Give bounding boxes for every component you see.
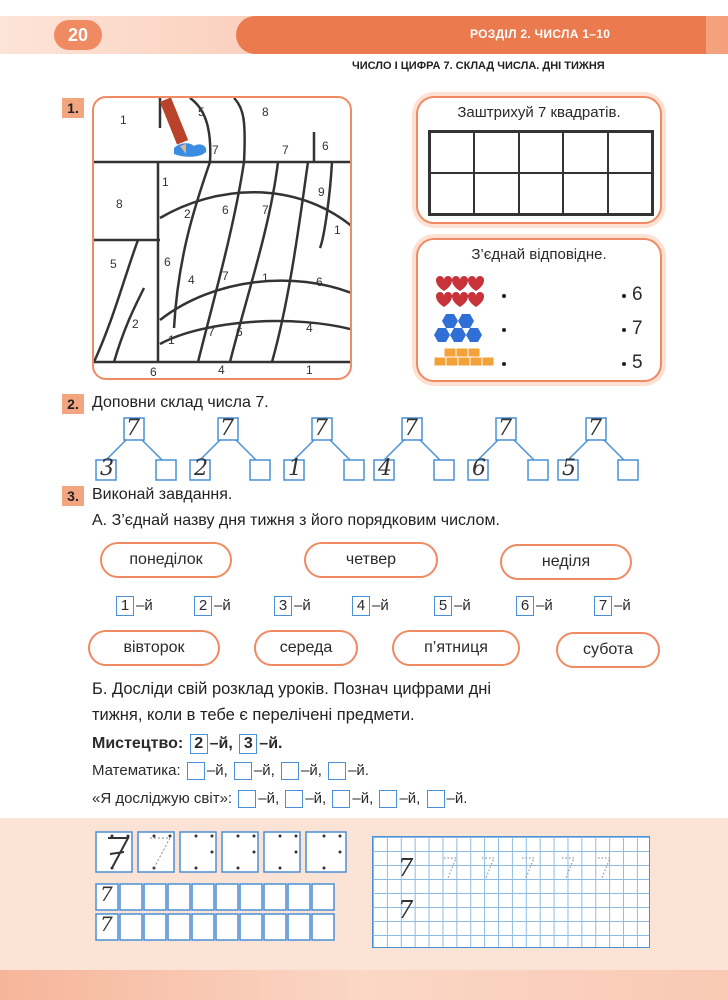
- ordinal-suffix: –й: [214, 597, 231, 614]
- puzzle-num: 6: [150, 365, 157, 379]
- day-friday[interactable]: п’ятниця: [392, 630, 520, 666]
- ordinal-number: 4: [352, 596, 370, 616]
- puzzle-num: 8: [116, 197, 123, 211]
- ordinal-suffix: –й: [294, 597, 311, 614]
- trace-digit: 7: [100, 882, 113, 906]
- match-dot[interactable]: [502, 362, 506, 366]
- trace-digit: 7: [100, 912, 113, 936]
- house-top: 7: [314, 416, 328, 441]
- world-label: «Я досліджую світ»:: [92, 790, 233, 807]
- day-monday[interactable]: понеділок: [100, 542, 232, 578]
- day-wednesday[interactable]: середа: [254, 630, 358, 666]
- house-top: 7: [498, 416, 512, 441]
- suffix: –й.: [446, 790, 468, 807]
- math-day-box[interactable]: [281, 762, 299, 780]
- shade-title: Заштрихуй 7 квадратів.: [457, 104, 621, 121]
- bottom-decoration: [0, 970, 728, 1000]
- match-title: З’єднай відповідне.: [471, 246, 607, 263]
- math-row: [92, 762, 369, 780]
- puzzle-num: 6: [164, 255, 171, 269]
- match-dot[interactable]: [622, 328, 626, 332]
- suffix: –й.: [348, 762, 369, 779]
- ordinal-number: 1: [116, 596, 134, 616]
- house-top: 7: [404, 416, 418, 441]
- suffix: –й,: [206, 762, 228, 779]
- match-pictures: [432, 272, 502, 382]
- math-label: Математика:: [92, 762, 181, 779]
- art-row: [92, 734, 282, 754]
- house-part: 2: [194, 456, 208, 481]
- puzzle-num: 7: [262, 203, 269, 217]
- puzzle-num: 1: [168, 333, 175, 347]
- match-dot[interactable]: [502, 328, 506, 332]
- ordinal-suffix: –й: [614, 597, 631, 614]
- ordinal-number: 5: [434, 596, 452, 616]
- day-sunday[interactable]: неділя: [500, 544, 632, 580]
- ordinal-number: 3: [274, 596, 292, 616]
- ordinal-suffix: –й: [454, 597, 471, 614]
- shade-grid[interactable]: [428, 130, 654, 216]
- day-tuesday[interactable]: вівторок: [88, 630, 220, 666]
- hearts-icon: [436, 276, 484, 307]
- writing-boxes-left: [92, 828, 358, 946]
- match-dot[interactable]: [622, 294, 626, 298]
- hexagons-icon: [434, 314, 482, 342]
- puzzle-num: 6: [222, 203, 229, 217]
- day-saturday[interactable]: субота: [556, 632, 660, 668]
- ordinal-item[interactable]: [352, 596, 389, 616]
- ordinal-item[interactable]: [594, 596, 631, 616]
- ordinal-number: 6: [516, 596, 534, 616]
- suffix: –й,: [399, 790, 421, 807]
- grid-digit: 7: [398, 896, 414, 924]
- house-top: 7: [588, 416, 602, 441]
- puzzle-num: 6: [316, 275, 323, 289]
- suffix: –й,: [258, 790, 280, 807]
- house-part: 5: [562, 456, 576, 481]
- section-title: РОЗДІЛ 2. ЧИСЛА 1–10: [470, 27, 611, 41]
- suffix: –й,: [301, 762, 322, 779]
- puzzle-num: 5: [110, 257, 117, 271]
- suffix: –й,: [305, 790, 327, 807]
- world-day-box[interactable]: [285, 790, 303, 808]
- math-day-box[interactable]: [234, 762, 252, 780]
- page-number: 20: [54, 20, 102, 50]
- match-card: [416, 238, 662, 382]
- color-by-number-puzzle: [92, 96, 352, 380]
- ordinal-item[interactable]: [434, 596, 471, 616]
- art-suffix: –й,: [209, 735, 233, 753]
- puzzle-num: 7: [222, 269, 229, 283]
- house-part: 6: [472, 456, 486, 481]
- task-3a-text: А. З’єднай назву дня тижня з його порядковим числом.: [92, 512, 500, 529]
- task-3b-text-1: Б. Досліди свій розклад уроків. Познач цифрами дні: [92, 680, 492, 698]
- puzzle-num: 6: [322, 139, 329, 153]
- suffix: –й,: [253, 762, 275, 779]
- day-thursday[interactable]: четвер: [304, 542, 438, 578]
- puzzle-num: 4: [306, 321, 313, 335]
- match-number: 6: [632, 284, 643, 305]
- puzzle-lines: [94, 98, 352, 380]
- world-day-box[interactable]: [427, 790, 445, 808]
- match-dot[interactable]: [502, 294, 506, 298]
- art-suffix: –й.: [259, 735, 283, 753]
- puzzle-num: 2: [184, 207, 191, 221]
- ordinal-number: 7: [594, 596, 612, 616]
- dotted-digits: [440, 854, 640, 884]
- puzzle-num: 9: [318, 185, 325, 199]
- art-day-box[interactable]: 2: [190, 734, 208, 754]
- ordinal-number: 2: [194, 596, 212, 616]
- puzzle-num: 7: [282, 143, 289, 157]
- world-day-box[interactable]: [332, 790, 350, 808]
- puzzle-num: 1: [306, 363, 313, 377]
- puzzle-num: 4: [188, 273, 195, 287]
- house-top: 7: [220, 416, 234, 441]
- puzzle-num: 5: [198, 105, 205, 119]
- task-3b-text-2: тижня, коли в тебе є перелічені предмети.: [92, 706, 415, 724]
- shade-squares-card: [416, 96, 662, 224]
- task-3-number: 3.: [62, 486, 84, 506]
- ordinal-suffix: –й: [136, 597, 153, 614]
- grid-digit: 7: [398, 854, 414, 882]
- task-2-text: Доповни склад числа 7.: [92, 394, 269, 411]
- task-3-text: Виконай завдання.: [92, 486, 233, 503]
- house-part: 3: [100, 456, 114, 481]
- puzzle-num: 1: [162, 175, 169, 189]
- house-part: 4: [378, 456, 392, 481]
- puzzle-num: 8: [262, 105, 269, 119]
- house-top: 7: [126, 416, 140, 441]
- art-label: Мистецтво:: [92, 735, 184, 753]
- ordinal-item[interactable]: [194, 596, 231, 616]
- task-1-number: 1.: [62, 98, 84, 118]
- suffix: –й,: [352, 790, 374, 807]
- writing-grid-right[interactable]: [372, 836, 650, 948]
- lesson-title: ЧИСЛО І ЦИФРА 7. СКЛАД ЧИСЛА. ДНІ ТИЖНЯ: [352, 60, 605, 72]
- ordinal-suffix: –й: [536, 597, 553, 614]
- world-row: [92, 790, 467, 808]
- match-number: 7: [632, 318, 643, 339]
- ordinal-item[interactable]: [116, 596, 153, 616]
- puzzle-num: 1: [262, 271, 269, 285]
- world-day-box[interactable]: [379, 790, 397, 808]
- bricks-icon: [434, 348, 494, 366]
- house-part: 1: [288, 456, 302, 481]
- puzzle-num: 4: [218, 363, 225, 377]
- world-day-box[interactable]: [238, 790, 256, 808]
- match-dot[interactable]: [622, 362, 626, 366]
- math-day-box[interactable]: [187, 762, 205, 780]
- match-number: 5: [632, 352, 643, 373]
- puzzle-num: 1: [334, 223, 341, 237]
- puzzle-num: 2: [132, 317, 139, 331]
- math-day-box[interactable]: [328, 762, 346, 780]
- ordinal-item[interactable]: [274, 596, 311, 616]
- puzzle-num: 7: [212, 143, 219, 157]
- ordinal-item[interactable]: [516, 596, 553, 616]
- art-day-box[interactable]: 3: [239, 734, 257, 754]
- puzzle-num: 1: [120, 113, 127, 127]
- task-2-number: 2.: [62, 394, 84, 414]
- puzzle-num: 7: [208, 325, 215, 339]
- puzzle-num: 6: [236, 325, 243, 339]
- ordinal-suffix: –й: [372, 597, 389, 614]
